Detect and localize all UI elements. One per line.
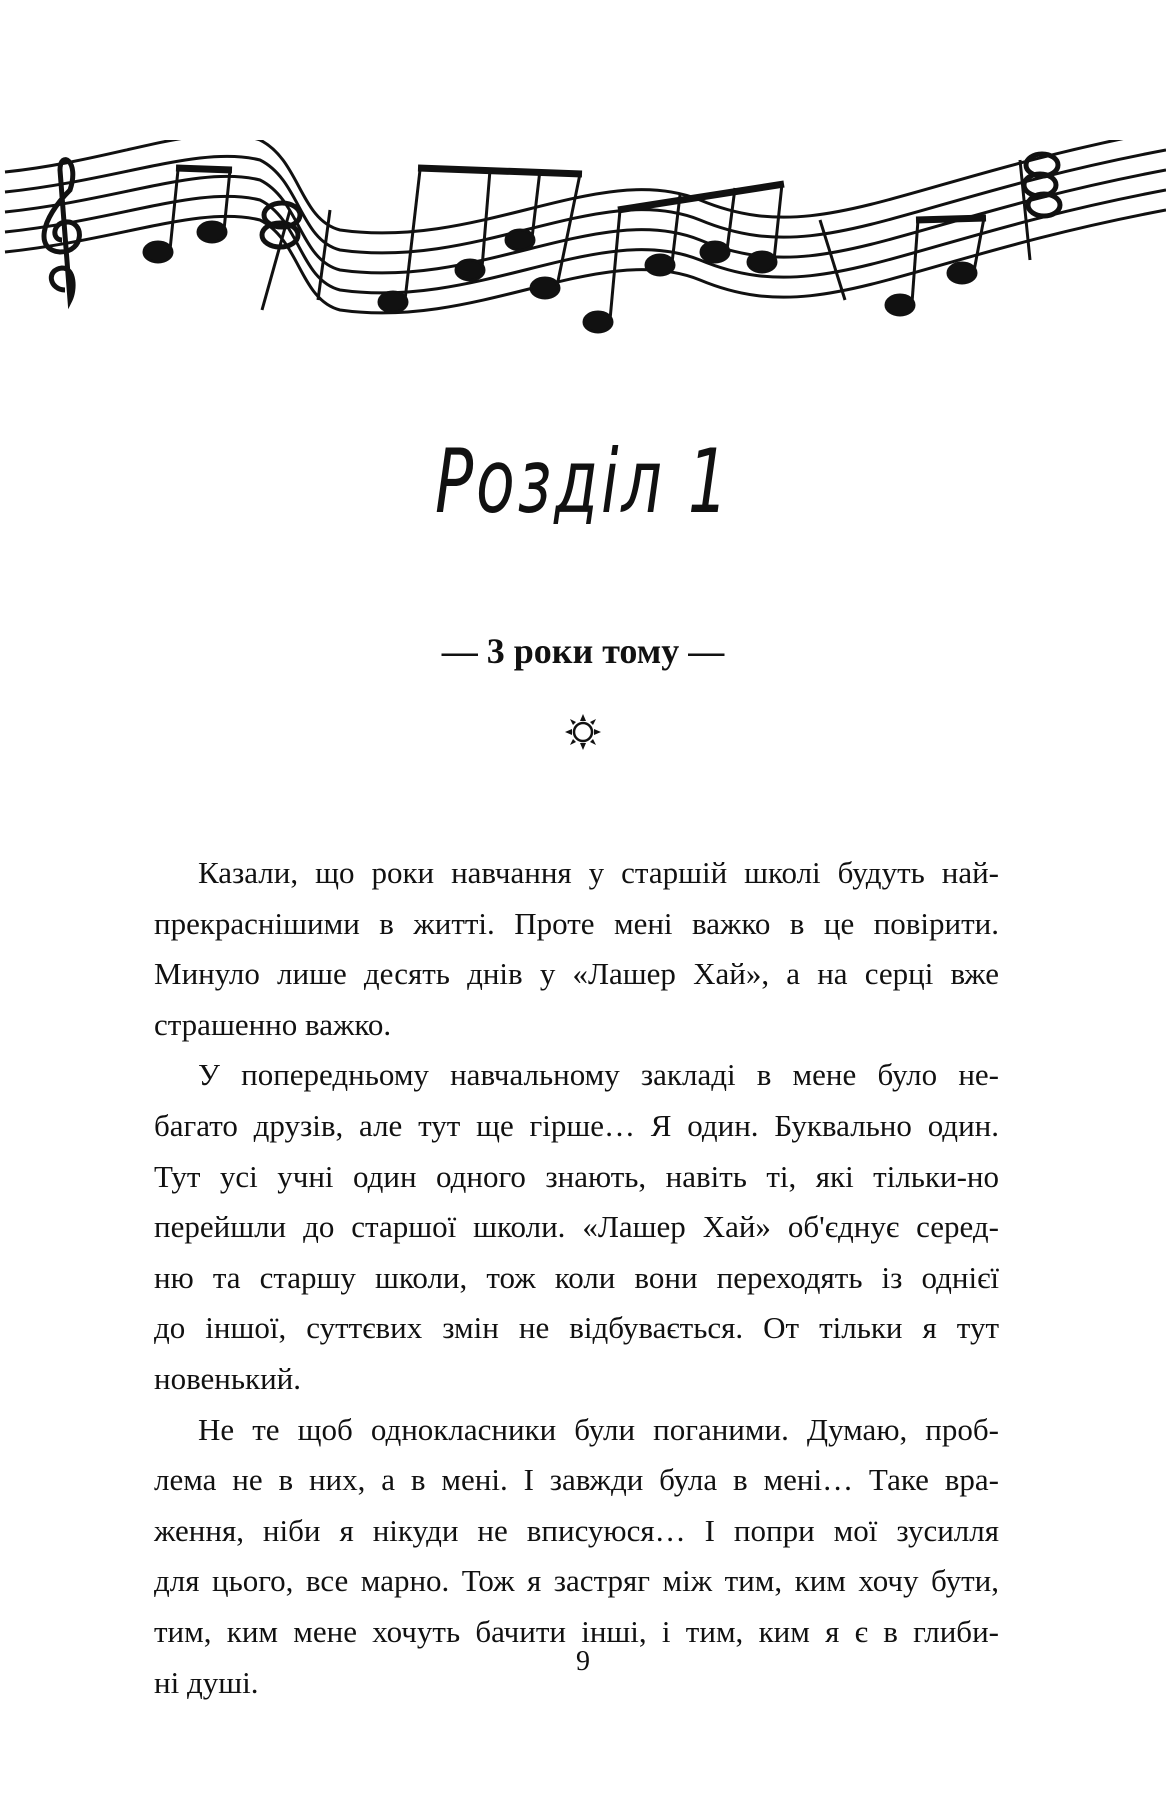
text-line: ню та старшу школи, тож коли вони переходять із однієї bbox=[154, 1259, 999, 1295]
text-line: ження, ніби я нікуди не вписуюся… І попри мої зусилля bbox=[154, 1512, 999, 1548]
text-line: до іншої, суттєвих змін не відбувається. От тільки я тут bbox=[154, 1310, 999, 1346]
text-line: ні душі. bbox=[154, 1664, 259, 1700]
chapter-title: Розділ 1 bbox=[434, 430, 732, 533]
body-text bbox=[154, 848, 999, 1708]
paragraph bbox=[154, 848, 999, 1050]
music-staff-illustration bbox=[0, 140, 1166, 400]
chapter-subtitle: — 3 роки тому — bbox=[441, 631, 725, 671]
text-line: У попередньому навчальному закладі в мене було не- bbox=[198, 1057, 999, 1093]
text-line: перейшли до старшої школи. «Лашер Хай» об'єднує серед- bbox=[154, 1209, 999, 1245]
text-line: для цього, все марно. Тож я застряг між тим, ким хочу бути, bbox=[154, 1563, 999, 1599]
text-line: Минуло лише десять днів у «Лашер Хай», а на серці вже bbox=[154, 956, 999, 992]
paragraph bbox=[154, 1050, 999, 1404]
text-line: тим, ким мене хочуть бачити інші, і тим, ким я є в глиби- bbox=[154, 1613, 999, 1649]
sun-icon bbox=[563, 712, 603, 752]
text-line: Казали, що роки навчання у старшій школі будуть най- bbox=[198, 855, 999, 890]
text-line: новенький. bbox=[154, 1360, 302, 1396]
text-line: страшенно важко. bbox=[154, 1006, 392, 1042]
text-line: лема не в них, а в мені. І завжди була в мені… Таке вра- bbox=[154, 1462, 999, 1498]
treble-clef-icon bbox=[44, 160, 79, 300]
text-line: багато друзів, але тут ще гірше… Я один. Буквально один. bbox=[154, 1107, 999, 1143]
text-line: Не те щоб однокласники були поганими. Думаю, проб- bbox=[198, 1411, 999, 1447]
text-line: прекраснішими в житті. Проте мені важко в це повірити. bbox=[154, 905, 999, 941]
text-line: Тут усі учні один одного знають, навіть ті, які тільки-но bbox=[154, 1158, 999, 1194]
page-number: 9 bbox=[576, 1646, 590, 1677]
